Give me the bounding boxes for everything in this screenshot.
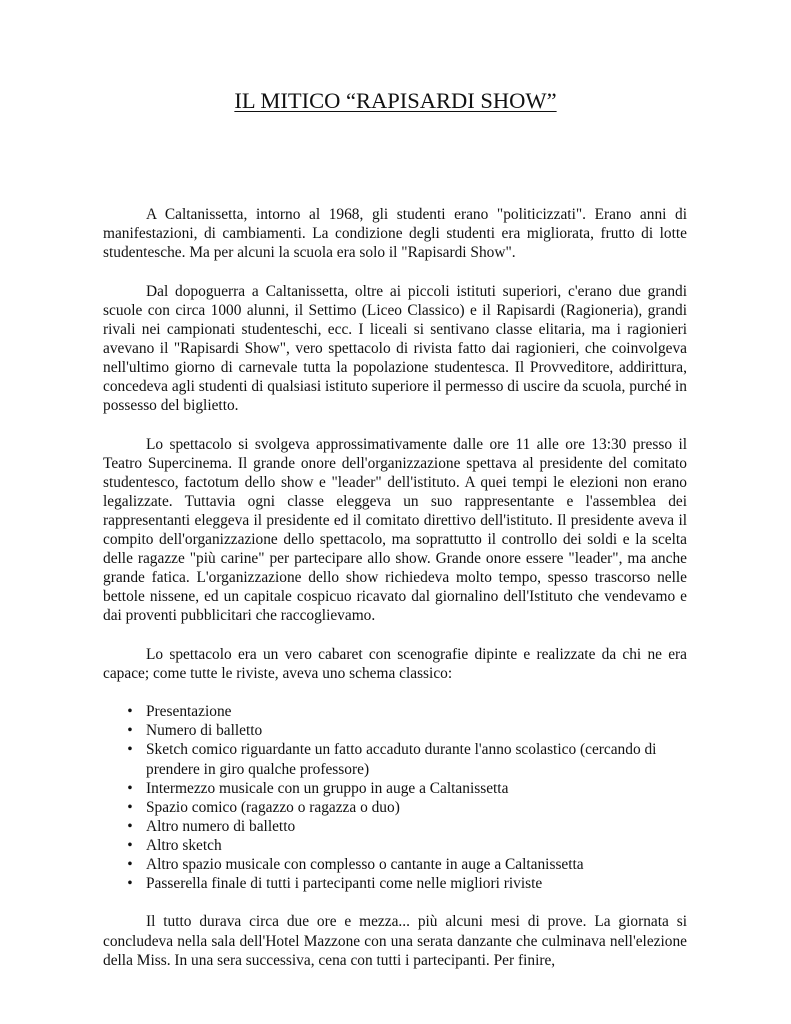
list-item-text: Sketch comico riguardante un fatto accaduto durante l'anno scolastico (cercando di prendere in giro qualche professore)	[146, 741, 657, 778]
bullet-icon: •	[127, 836, 133, 854]
list-item	[103, 798, 687, 817]
bullet-icon: •	[127, 798, 133, 816]
paragraph-show-schema: Lo spettacolo era un vero cabaret con scenografie dipinte e realizzate da chi ne era capace; come tutte le riviste, aveva uno schema classico:	[103, 645, 687, 682]
list-item-text: Altro sketch	[146, 836, 222, 854]
bullet-icon: •	[127, 817, 133, 835]
list-item	[103, 721, 687, 740]
bullet-icon: •	[127, 703, 133, 721]
list-item	[103, 779, 687, 798]
paragraph-history: Dal dopoguerra a Caltanissetta, oltre ai piccoli istituti superiori, c'erano due grandi scuole con circa 1000 alunni, il Settimo (Liceo Classico) e il Rapisardi (Ragioneria), grandi rivali nei campionati studenteschi, ecc. I liceali si sentivano classe elitaria, ma i ragionieri avevano il "Rapisardi Show", vero spettacolo di rivista fatto dai ragionieri, che coinvolgeva nell'ultimo giorno di carnevale tutta la popolazione studentesca. Il Provveditore, addirittura, concedeva agli studenti di qualsiasi istituto superiore il permesso di uscire da scuola, purché in possesso del biglietto.	[103, 282, 687, 415]
list-item	[103, 836, 687, 855]
list-item-text: Passerella finale di tutti i partecipanti come nelle migliori riviste	[146, 875, 543, 893]
bullet-icon: •	[127, 722, 133, 740]
list-item	[103, 855, 687, 874]
list-item-text: Presentazione	[146, 703, 232, 721]
list-item	[103, 817, 687, 836]
list-item-text: Altro spazio musicale con complesso o cantante in auge a Caltanissetta	[146, 856, 584, 873]
list-item	[103, 740, 687, 778]
document-body	[103, 205, 687, 989]
bullet-icon: •	[127, 779, 133, 797]
document-title: IL MITICO “RAPISARDI SHOW”	[234, 88, 557, 113]
paragraph-organization: Lo spettacolo si svolgeva approssimativamente dalle ore 11 alle ore 13:30 presso il Teatro Supercinema. Il grande onore dell'organizzazione spettava al presidente del comitato studentesco, factotum dello show e "leader" dell'istituto. A quei tempi le elezioni non erano legalizzate. Tuttavia ogni classe eleggeva un suo rappresentante e l'assemblea dei rappresentanti eleggeva il presidente ed il comitato direttivo dell'istituto. Il presidente aveva il compito dell'organizzazione dello spettacolo, ma soprattutto il controllo dei soldi e la scelta delle ragazze "più carine" per partecipare allo show. Grande onore essere "leader", ma anche grande fatica. L'organizzazione dello show richiedeva molto tempo, spesso trascorso nelle bettole nissene, ed un capitale cospicuo ricavato dal giornalino dell'Istituto che vendevamo e dai proventi pubblicitari che raccoglievamo.	[103, 435, 687, 625]
bullet-icon: •	[127, 741, 133, 759]
list-item-text: Intermezzo musicale con un gruppo in auge a Caltanissetta	[146, 779, 509, 797]
bullet-icon: •	[127, 856, 133, 873]
paragraph-closing: Il tutto durava circa due ore e mezza... più alcuni mesi di prove. La giornata si concludeva nella sala dell'Hotel Mazzone con una serata danzante che culminava nell'elezione della Miss. In una sera successiva, cena con tutti i partecipanti. Per finire,	[103, 913, 687, 969]
paragraph-intro: A Caltanissetta, intorno al 1968, gli studenti erano "politicizzati". Erano anni di manifestazioni, di cambiamenti. La condizione degli studenti era migliorata, frutto di lotte studentesche. Ma per alcuni la scuola era solo il "Rapisardi Show".	[103, 206, 687, 262]
list-item-text: Spazio comico (ragazzo o ragazza o duo)	[146, 798, 400, 816]
list-item	[103, 702, 687, 721]
bullet-icon: •	[127, 875, 133, 893]
show-program-list	[103, 702, 687, 893]
list-item	[103, 874, 687, 893]
list-item-text: Numero di balletto	[146, 722, 263, 740]
list-item-text: Altro numero di balletto	[146, 817, 296, 835]
